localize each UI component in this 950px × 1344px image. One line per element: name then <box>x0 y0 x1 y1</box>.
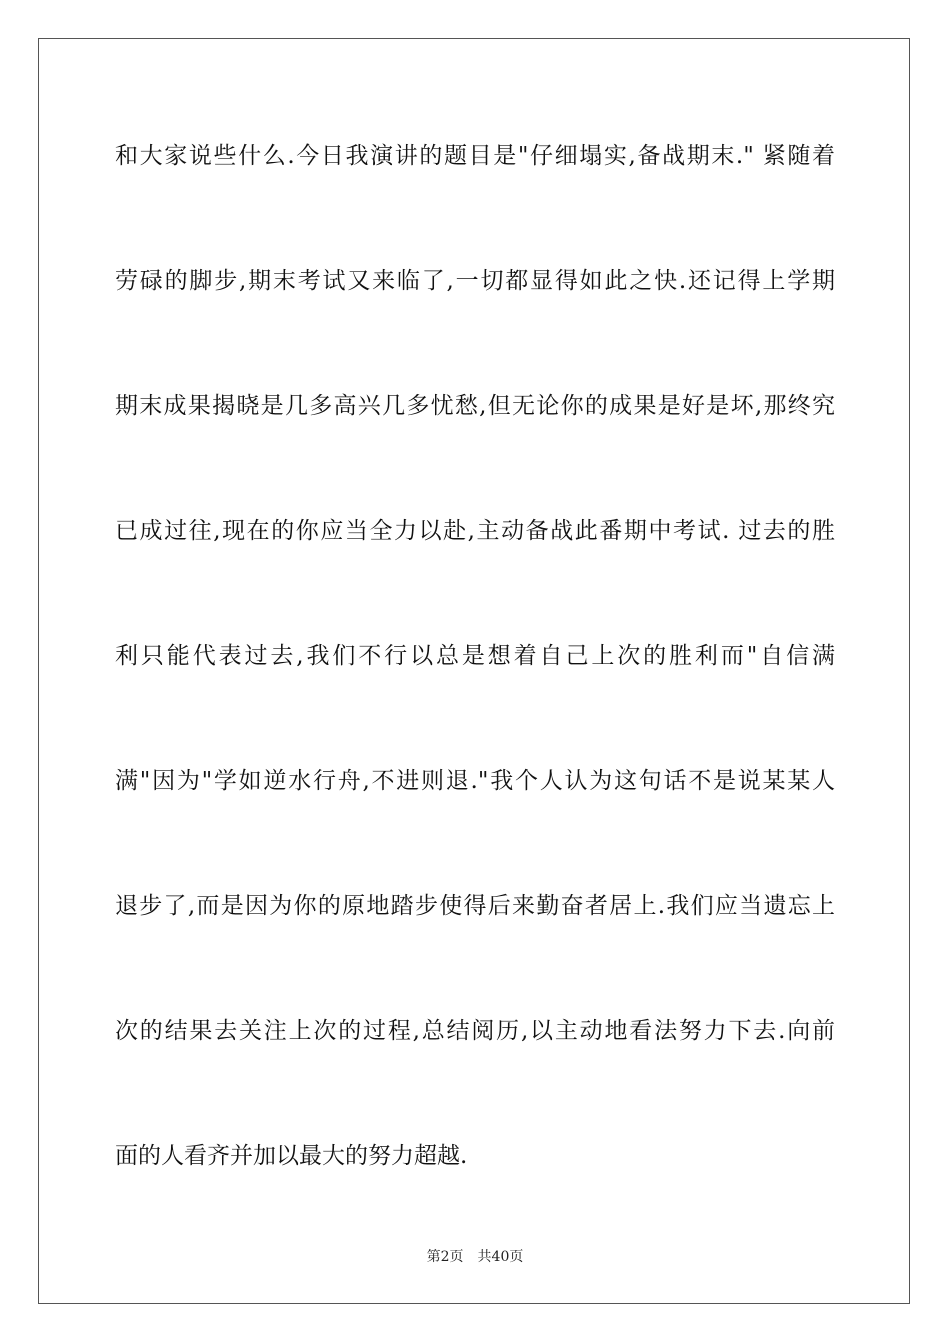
page-number: 第2页 <box>426 1249 464 1265</box>
paragraph-line-9: 面的人看齐并加以最大的努力超越. <box>115 1143 468 1169</box>
page-footer <box>0 1246 950 1266</box>
paragraph-line-6: 满"因为"学如逆水行舟,不进则退."我个人认为这句话不是说某某人 <box>115 768 835 794</box>
paragraph-line-5: 利只能代表过去,我们不行以总是想着自己上次的胜利而"自信满 <box>115 643 835 669</box>
document-body <box>115 126 835 1251</box>
paragraph-line-1: 和大家说些什么.今日我演讲的题目是"仔细塌实,备战期末." 紧随着 <box>115 143 835 169</box>
paragraph-line-2: 劳碌的脚步,期末考试又来临了,一切都显得如此之快.还记得上学期 <box>115 268 835 294</box>
paragraph-line-4: 已成过往,现在的你应当全力以赴,主动备战此番期中考试. 过去的胜 <box>115 518 835 544</box>
paragraph-line-3: 期末成果揭晓是几多高兴几多忧愁,但无论你的成果是好是坏,那终究 <box>115 393 835 419</box>
page-total: 共40页 <box>477 1249 524 1265</box>
paragraph-line-8: 次的结果去关注上次的过程,总结阅历,以主动地看法努力下去.向前 <box>115 1018 835 1044</box>
paragraph-line-7: 退步了,而是因为你的原地踏步使得后来勤奋者居上.我们应当遗忘上 <box>115 893 835 919</box>
